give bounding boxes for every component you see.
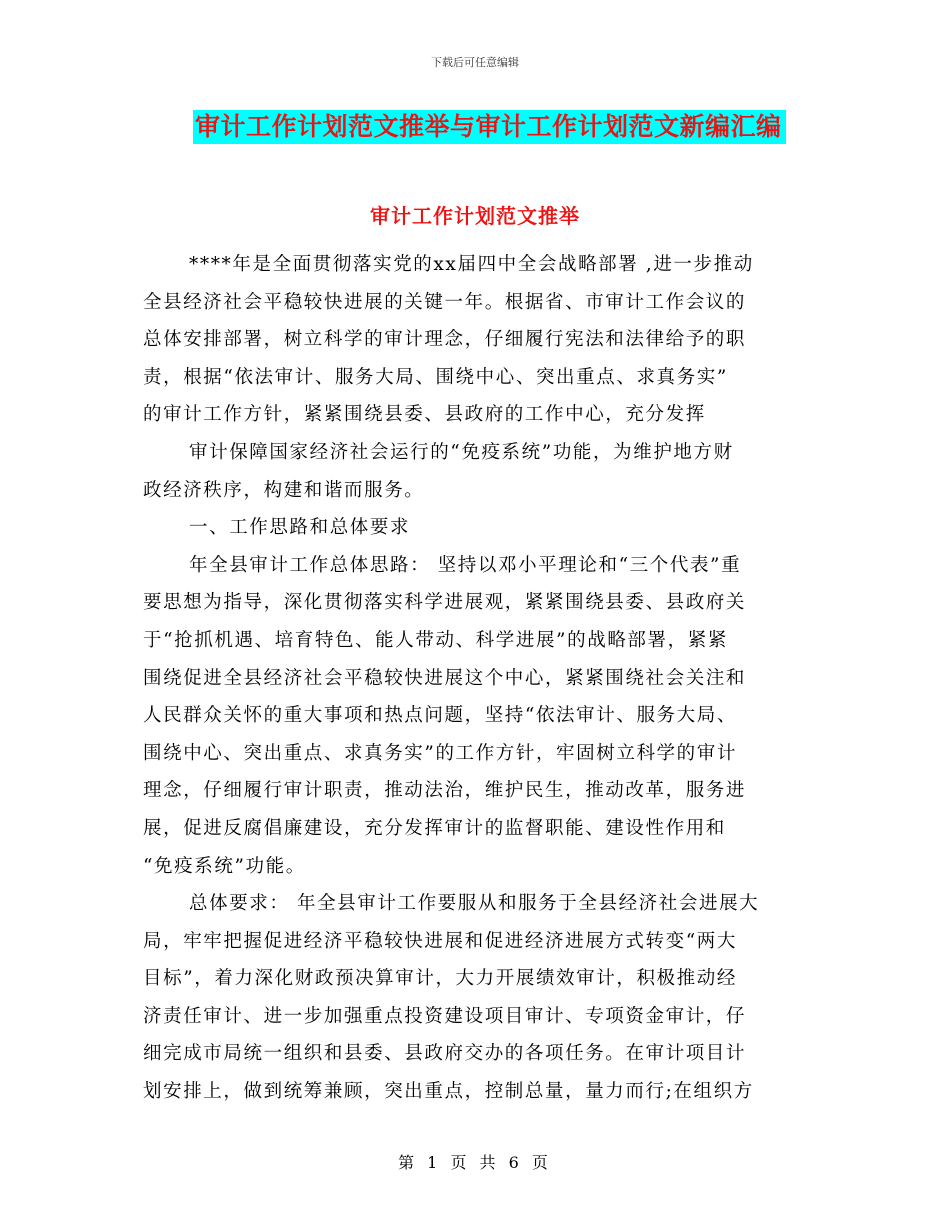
paragraph-line: 年全县审计工作总体思路： 坚持以邓小平理论和“三个代表”重 [189, 554, 742, 576]
body-text [143, 246, 807, 1111]
paragraph-line: 目标”，着力深化财政预决算审计，大力开展绩效审计，积极推动经 [143, 968, 737, 990]
paragraph-line: 审计保障国家经济社会运行的“免疫系统”功能，为维护地方财 [189, 441, 734, 463]
paragraph-line: 总体安排部署，树立科学的审计理念，仔细履行宪法和法律给予的职 [143, 329, 747, 351]
paragraph-line: 展，促进反腐倡廉建设，充分发挥审计的监督职能、建设性作用和 [143, 817, 726, 839]
paragraph-line: 理念，仔细履行审计职责，推动法治，维护民生，推动改革，服务进 [143, 780, 747, 802]
paragraph-line: 围绕中心、突出重点、求真务实”的工作方针，牢固树立科学的审计 [143, 742, 737, 764]
header-note: 下载后可任意编辑 [431, 56, 519, 69]
paragraph-line: 济责任审计、进一步加强重点投资建设项目审计、专项资金审计，仔 [143, 1005, 747, 1027]
paragraph-line: 人民群众关怀的重大事项和热点问题，坚持“依法审计、服务大局、 [143, 705, 737, 727]
paragraph-line: ****年是全面贯彻落实党的xx届四中全会战略部署 ,进一步推动 [189, 254, 754, 275]
section-heading: 一、工作思路和总体要求 [189, 517, 411, 539]
document-title: 审计工作计划范文推举与审计工作计划范文新编汇编 [193, 110, 786, 144]
paragraph-line: 局，牢牢把握促进经济平稳较快进展和促进经济进展方式转变“两大 [143, 930, 737, 952]
paragraph-line: 的审计工作方针，紧紧围绕县委、县政府的工作中心，充分发挥 [143, 404, 706, 426]
paragraph-line: 政经济秩序，构建和谐而服务。 [143, 479, 425, 501]
page-number: 第 1 页 共 6 页 [398, 1153, 552, 1172]
paragraph-line: 总体要求： 年全县审计工作要服从和服务于全县经济社会进展大 [189, 893, 760, 915]
paragraph-line: 细完成市局统一组织和县委、县政府交办的各项任务。在审计项目计 [143, 1043, 747, 1065]
section-title: 审计工作计划范文推举 [370, 204, 580, 228]
paragraph-line: 于“抢抓机遇、培育特色、能人带动、科学进展”的战略部署，紧紧 [143, 629, 728, 651]
paragraph-line: 责，根据“依法审计、服务大局、围绕中心、突出重点、求真务实” [143, 366, 728, 388]
paragraph-line: “免疫系统”功能。 [143, 855, 306, 877]
paragraph-line: 划安排上，做到统筹兼顾，突出重点，控制总量，量力而行;在组织方 [143, 1081, 754, 1103]
paragraph-line: 要思想为指导，深化贯彻落实科学进展观，紧紧围绕县委、县政府关 [143, 592, 747, 614]
paragraph-line: 围绕促进全县经济社会平稳较快进展这个中心，紧紧围绕社会关注和 [143, 667, 747, 689]
paragraph-line: 全县经济社会平稳较快进展的关键一年。根据省、市审计工作会议的 [143, 291, 747, 313]
